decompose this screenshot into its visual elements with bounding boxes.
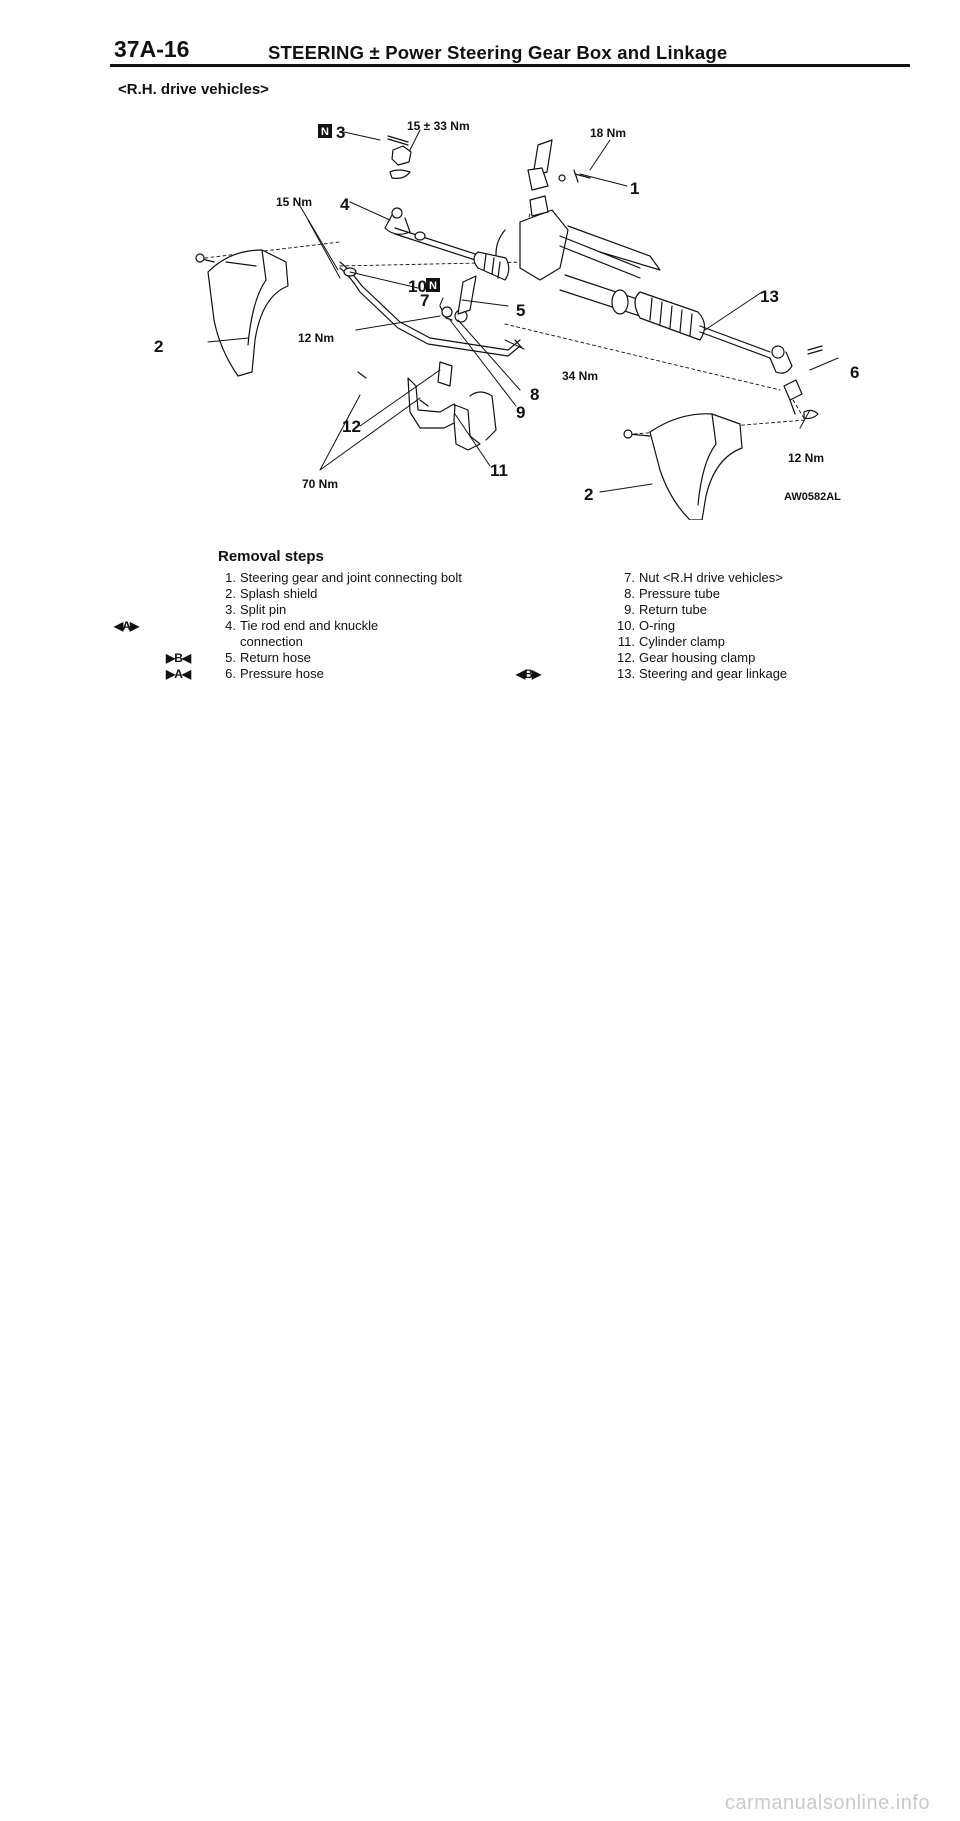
- callout-1: 1: [630, 179, 640, 198]
- tie-rod-end-left: [385, 208, 410, 234]
- callout-6: 6: [850, 363, 860, 382]
- callout-2-right: 2: [584, 485, 594, 504]
- svg-text:N: N: [321, 126, 329, 138]
- step-4: 4. Tie rod end and knuckle connection: [225, 618, 379, 649]
- page-title: STEERING ± Power Steering Gear Box and Linkage: [268, 42, 728, 63]
- splash-shield-right: [624, 414, 742, 520]
- step-5: 5. Return hose: [225, 650, 311, 665]
- step-7: 7. Nut <R.H drive vehicles>: [624, 570, 783, 585]
- service-mark-step-4: ◀A▶: [114, 619, 139, 633]
- exploded-diagram: [0, 0, 960, 520]
- clamps: [358, 362, 496, 450]
- split-pin: [388, 136, 408, 145]
- callout-5: 5: [516, 301, 526, 320]
- section-subtitle: <R.H. drive vehicles>: [118, 81, 269, 98]
- step-3: 3. Split pin: [225, 602, 287, 617]
- splash-shield-left: [196, 250, 288, 376]
- callout-10: 10: [408, 277, 427, 296]
- steering-joint: [528, 140, 590, 190]
- step-13: 13. Steering and gear linkage: [617, 666, 788, 681]
- torque-15-33: 15 ± 33 Nm: [407, 119, 470, 133]
- step-10: 10. O-ring: [617, 618, 676, 633]
- service-mark-step-5: ▶B◀: [166, 651, 191, 665]
- boot-left: [474, 252, 509, 280]
- callout-12: 12: [342, 417, 361, 436]
- callout-4: 4: [340, 195, 350, 214]
- return-hose: [458, 276, 476, 314]
- callout-11: 11: [490, 461, 508, 480]
- castle-nut: [390, 146, 411, 178]
- callout-9: 9: [516, 403, 526, 422]
- step-12: 12. Gear housing clamp: [617, 650, 756, 665]
- step-6: 6. Pressure hose: [225, 666, 324, 681]
- callout-7: 7: [420, 291, 430, 310]
- torque-12-left: 12 Nm: [298, 331, 335, 345]
- step-2: 2. Splash shield: [225, 586, 318, 601]
- callout-13: 13: [760, 287, 779, 306]
- page-number: 37A-16: [114, 36, 190, 62]
- new-part-marker-3: [318, 124, 332, 138]
- torque-18: 18 Nm: [590, 126, 627, 140]
- knuckle-connection-right: [784, 346, 822, 419]
- torque-34: 34 Nm: [562, 369, 599, 383]
- new-part-marker-10: [426, 278, 440, 292]
- svg-text:N: N: [429, 280, 437, 292]
- step-8: 8. Pressure tube: [624, 586, 720, 601]
- service-mark-step-13: ◀B▶: [516, 667, 541, 681]
- callout-8: 8: [530, 385, 540, 404]
- service-mark-step-6: ▶A◀: [166, 667, 191, 681]
- tie-rod-end-right: [770, 346, 792, 373]
- figure-reference: AW0582AL: [784, 491, 841, 503]
- callout-2-left: 2: [154, 337, 164, 356]
- footer-watermark: carmanualsonline.info: [724, 1792, 930, 1814]
- step-9: 9. Return tube: [624, 602, 707, 617]
- gearbox-housing: [496, 196, 660, 280]
- torque-15: 15 Nm: [276, 195, 313, 209]
- torque-12-right: 12 Nm: [788, 451, 825, 465]
- rack-tube: [560, 275, 770, 358]
- removal-steps-title: Removal steps: [218, 548, 324, 565]
- step-1: 1. Steering gear and joint connecting bolt: [225, 570, 462, 585]
- callout-3: 3: [336, 123, 346, 142]
- step-11: 11. Cylinder clamp: [617, 634, 725, 649]
- torque-70: 70 Nm: [302, 477, 339, 491]
